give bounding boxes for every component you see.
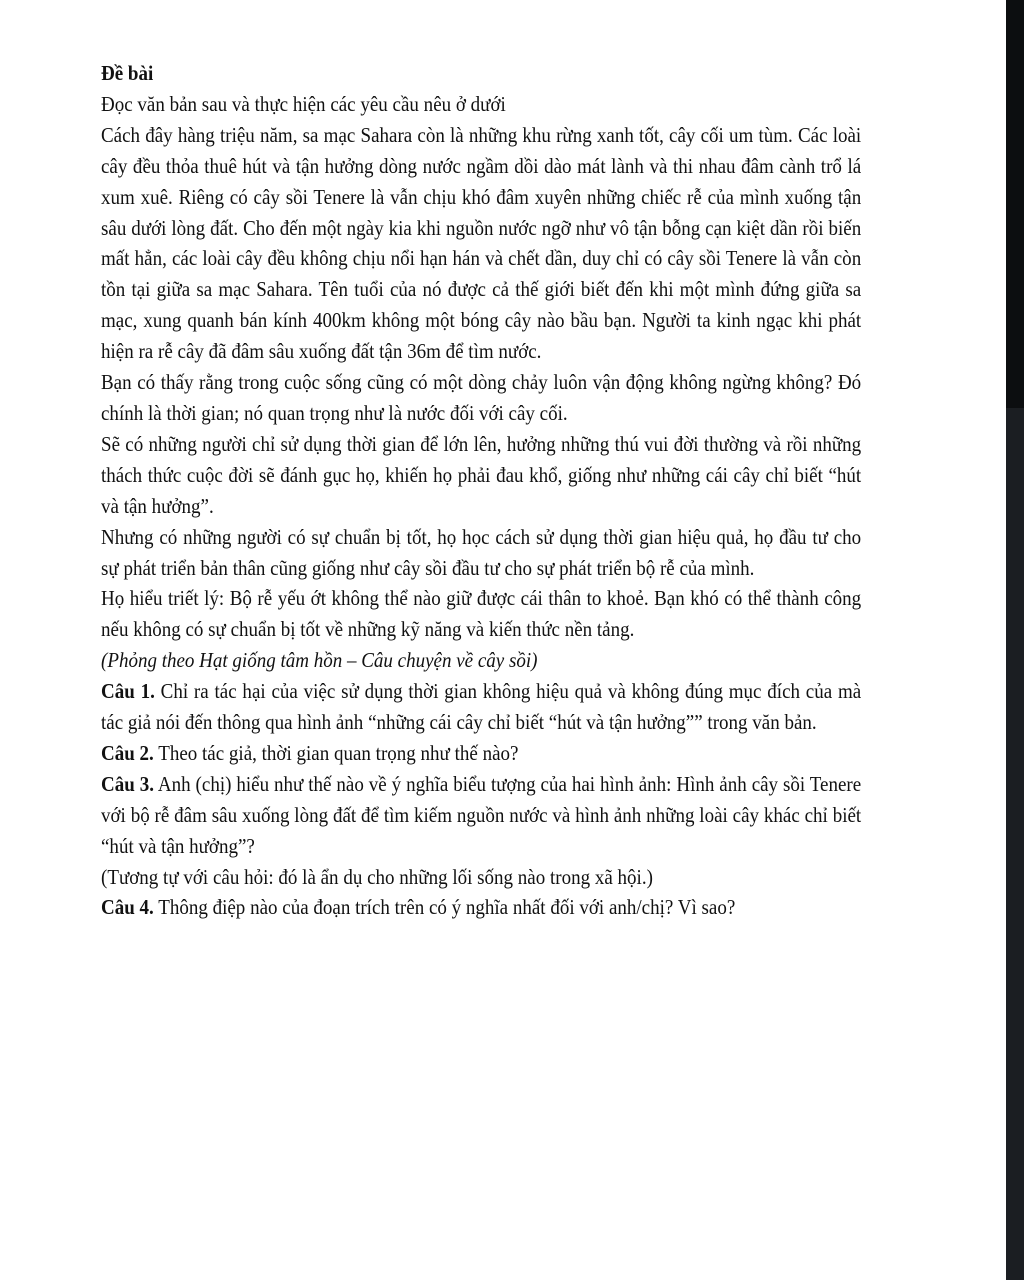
question-1	[101, 676, 861, 738]
question-label: Câu 2.	[101, 740, 154, 765]
scrollbar-thumb[interactable]	[1006, 0, 1024, 408]
paragraph: Cách đây hàng triệu năm, sa mạc Sahara còn là những khu rừng xanh tốt, cây cối um tùm. Các loài cây đều thỏa thuê hút và tận hưởng dòng nước ngầm dồi dào mát lành và thi nhau đâm cành trổ lá xum xuê. Riêng có cây sồi Tenere là vẫn chịu khó đâm xuyên những chiếc rễ của mình xuống tận sâu dưới lòng đất. Cho đến một ngày kia khi nguồn nước ngỡ như vô tận bỗng cạn kiệt dần rồi biến mất hẳn, các loài cây đều không chịu nổi hạn hán và chết dần, duy chỉ có cây sồi Tenere là vẫn còn tồn tại giữa sa mạc Sahara. Tên tuổi của nó được cả thế giới biết đến khi một mình đứng giữa sa mạc, xung quanh bán kính 400km không một bóng cây nào bầu bạn. Người ta kinh ngạc khi phát hiện ra rễ cây đã đâm sâu xuống đất tận 36m để tìm nước.	[101, 122, 862, 364]
question-text: Anh (chị) hiểu như thế nào về ý nghĩa biểu tượng của hai hình ảnh: Hình ảnh cây sồi Tenere với bộ rễ đâm sâu xuống lòng đất để tìm kiếm nguồn nước và hình ảnh những loài cây khác chỉ biết “hút và tận hưởng”?	[101, 771, 862, 858]
question-label: Câu 1.	[101, 679, 155, 704]
scrollbar-track[interactable]	[1006, 0, 1024, 1280]
paragraph: Họ hiểu triết lý: Bộ rễ yếu ớt không thể nào giữ được cái thân to khoẻ. Bạn khó có thể thành công nếu không có sự chuẩn bị tốt về những kỹ năng và kiến thức nền tảng.	[101, 586, 862, 642]
source-citation: (Phỏng theo Hạt giống tâm hồn – Câu chuyện về cây sồi)	[101, 648, 538, 673]
question-text: Thông điệp nào của đoạn trích trên có ý nghĩa nhất đối với anh/chị? Vì sao?	[153, 895, 736, 920]
question-label: Câu 4.	[101, 895, 154, 920]
question-text: Chỉ ra tác hại của việc sử dụng thời gian không hiệu quả và không đúng mục đích của mà tác giả nói đến thông qua hình ảnh “những cái cây chỉ biết “hút và tận hưởng”” trong văn bản.	[101, 679, 862, 735]
instruction-text: Đọc văn bản sau và thực hiện các yêu cầu nêu ở dưới	[101, 91, 506, 116]
question-2	[101, 738, 861, 769]
document-heading: Đề bài	[101, 61, 154, 85]
paragraph: Bạn có thấy rằng trong cuộc sống cũng có một dòng chảy luôn vận động không ngừng không? Đó chính là thời gian; nó quan trọng như là nước đối với cây cối.	[101, 370, 862, 425]
question-label: Câu 3.	[101, 771, 154, 796]
document-page	[101, 58, 861, 923]
paragraph: Nhưng có những người có sự chuẩn bị tốt, họ học cách sử dụng thời gian hiệu quả, họ đầu tư cho sự phát triển bản thân cũng giống như cây sồi đầu tư cho sự phát triển bộ rễ của mình.	[101, 524, 862, 580]
question-3	[101, 769, 861, 862]
question-text: Theo tác giả, thời gian quan trọng như thế nào?	[153, 740, 519, 765]
paragraph: Sẽ có những người chỉ sử dụng thời gian để lớn lên, hưởng những thú vui đời thường và rồi những thách thức cuộc đời sẽ đánh gục họ, khiến họ phải đau khổ, giống như những cái cây chỉ biết “hút và tận hưởng”.	[101, 431, 862, 518]
question-note: (Tương tự với câu hỏi: đó là ẩn dụ cho những lối sống nào trong xã hội.)	[101, 864, 653, 889]
question-4	[101, 892, 861, 923]
